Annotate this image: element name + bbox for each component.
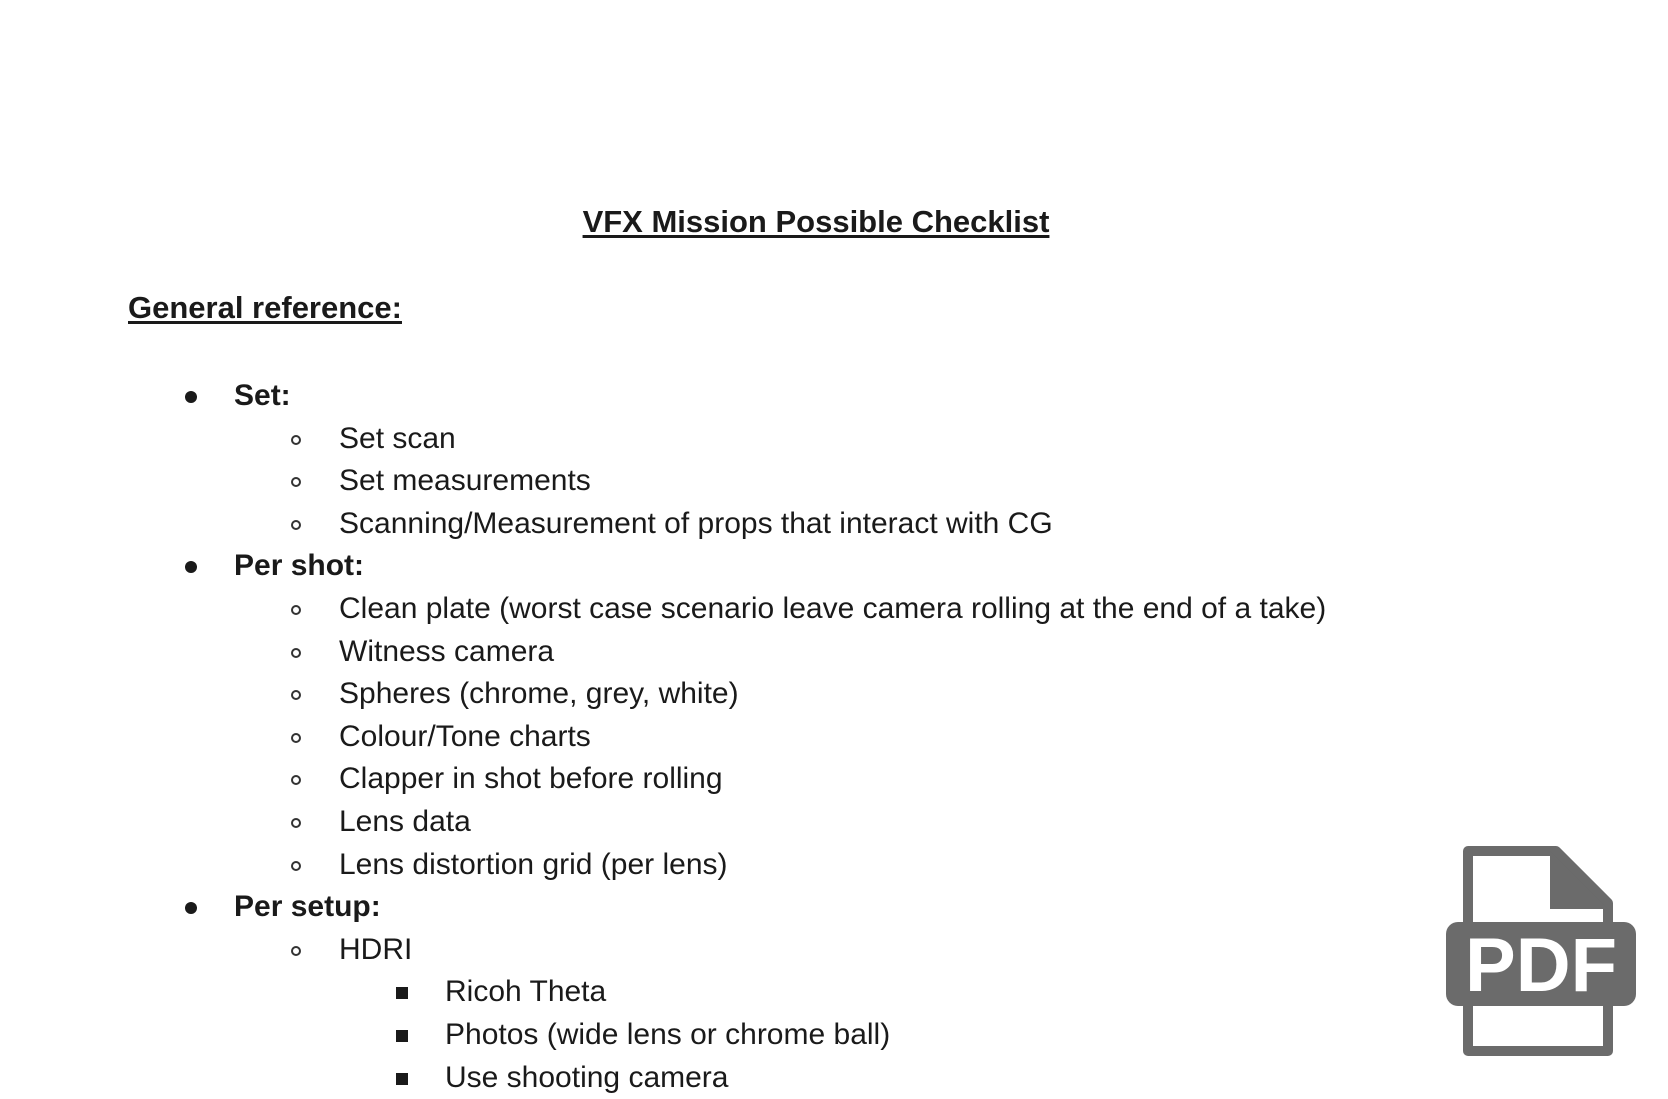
list-item-label: Witness camera <box>339 631 554 674</box>
list-item <box>0 631 1668 674</box>
list-item <box>0 545 1668 588</box>
list-item <box>0 971 1668 1014</box>
bullet-icon <box>284 929 308 972</box>
list-item-label: Spheres (chrome, grey, white) <box>339 673 739 716</box>
checklist <box>0 375 1668 1099</box>
bullet-icon <box>284 631 308 674</box>
list-item-label: Set scan <box>339 418 456 461</box>
bullet-icon <box>284 503 308 546</box>
list-item <box>0 375 1668 418</box>
bullet-icon <box>284 758 308 801</box>
pdf-file-icon[interactable] <box>1444 845 1638 1060</box>
list-item-label: Set: <box>234 375 291 418</box>
list-item <box>0 673 1668 716</box>
section-heading: General reference: <box>128 290 402 326</box>
list-item <box>0 886 1668 929</box>
bullet-icon <box>390 1014 414 1057</box>
list-item <box>0 1057 1668 1099</box>
list-item-label: Per shot: <box>234 545 364 588</box>
bullet-icon <box>284 844 308 887</box>
bullet-icon <box>179 545 203 588</box>
list-item <box>0 716 1668 759</box>
bullet-icon <box>284 801 308 844</box>
bullet-icon <box>390 1057 414 1099</box>
list-item-label: Clean plate (worst case scenario leave camera rolling at the end of a take) <box>339 588 1326 631</box>
list-item-label: Lens data <box>339 801 471 844</box>
pdf-label: PDF <box>1465 923 1617 1008</box>
list-item-label: Per setup: <box>234 886 381 929</box>
list-item-label: Set measurements <box>339 460 591 503</box>
list-item <box>0 844 1668 887</box>
list-item <box>0 588 1668 631</box>
list-item <box>0 503 1668 546</box>
list-item-label: Lens distortion grid (per lens) <box>339 844 728 887</box>
list-item-label: Clapper in shot before rolling <box>339 758 723 801</box>
list-item <box>0 460 1668 503</box>
list-item-label: HDRI <box>339 929 412 972</box>
bullet-icon <box>284 716 308 759</box>
list-item <box>0 418 1668 461</box>
list-item-label: Photos (wide lens or chrome ball) <box>445 1014 890 1057</box>
bullet-icon <box>284 418 308 461</box>
bullet-icon <box>179 375 203 418</box>
bullet-icon <box>284 460 308 503</box>
bullet-icon <box>284 588 308 631</box>
list-item-label: Use shooting camera <box>445 1057 728 1099</box>
list-item <box>0 929 1668 972</box>
document-title: VFX Mission Possible Checklist <box>0 204 1632 240</box>
list-item <box>0 758 1668 801</box>
bullet-icon <box>284 673 308 716</box>
list-item <box>0 1014 1668 1057</box>
bullet-icon <box>390 971 414 1014</box>
list-item <box>0 801 1668 844</box>
list-item-label: Ricoh Theta <box>445 971 606 1014</box>
bullet-icon <box>179 886 203 929</box>
list-item-label: Scanning/Measurement of props that interact with CG <box>339 503 1053 546</box>
list-item-label: Colour/Tone charts <box>339 716 591 759</box>
